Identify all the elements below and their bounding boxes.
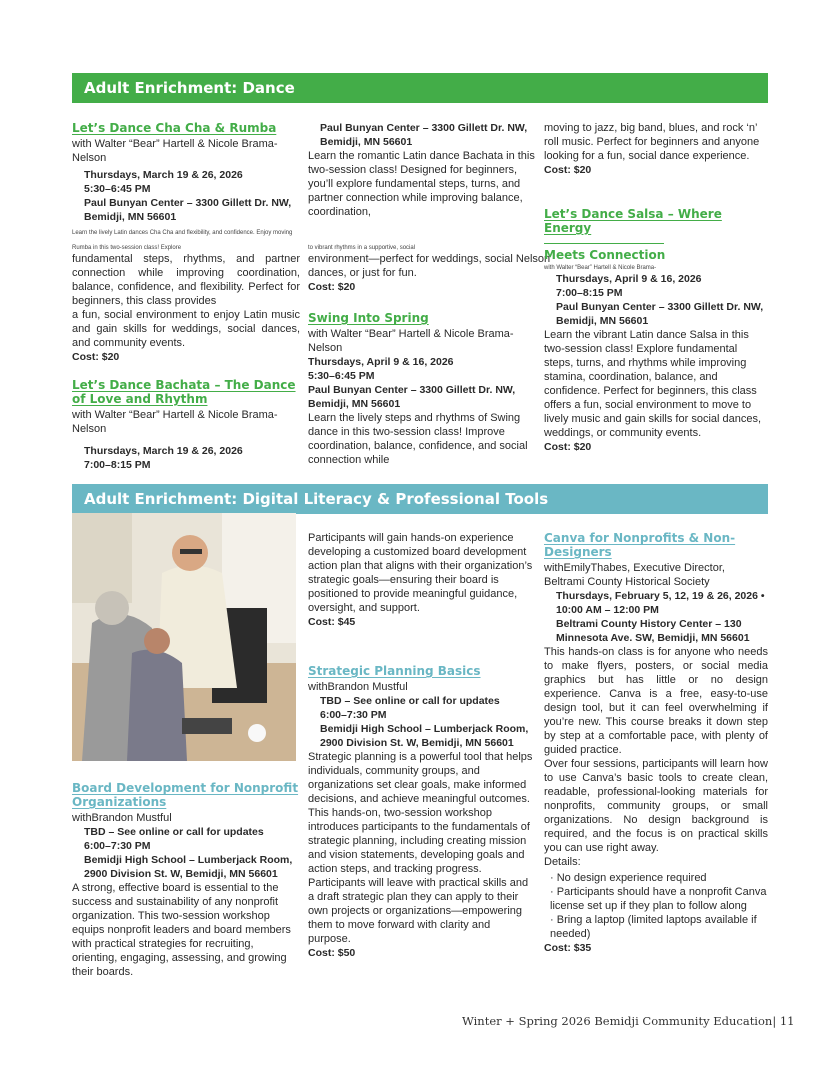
description-text: a fun, social environment to enjoy Latin music and gain skills for weddings, social dances, and community events.	[72, 309, 300, 349]
class-cost: Cost: $20	[72, 351, 120, 363]
swing-continued	[544, 121, 768, 177]
details-label: Details:	[544, 856, 581, 868]
class-date: Thursdays, March 19 & 26, 2026	[84, 445, 243, 457]
class-cost: Cost: $20	[544, 441, 592, 453]
class-location: Paul Bunyan Center – 3300 Gillett Dr. NW, Bemidji, MN 56601	[308, 384, 516, 410]
class-date: Thursdays, April 9 & 16, 2026	[308, 356, 454, 368]
list-item: · Bring a laptop (limited laptops available if needed)	[550, 913, 768, 941]
description-text: This hands-on class is for anyone who needs to make flyers, posters, or social media graphics but has little or no design experience. Canva is a free, easy-to-use design tool, but it can feel overwhelming if you’re new. This course breaks it down step by step at a comfortable pace, with plenty of guided practice.	[544, 646, 768, 756]
description-text: fundamental steps, rhythms, and partner connection while improving coordination, balance, confidence, and flexibility. Perfect for beginners, this class provides	[72, 253, 300, 307]
class-location: Paul Bunyan Center – 3300 Gillett Dr. NW, Bemidji, MN 56601	[320, 122, 528, 148]
class-date: Thursdays, March 19 & 26, 2026	[84, 169, 243, 181]
class-time: 5:30–6:45 PM	[308, 370, 375, 382]
tiny-text-line: to vibrant rhythms in a supportive, social	[308, 245, 416, 251]
description-text: Strategic planning is a powerful tool that helps individuals, community groups, and organizations set clear goals, make informed decisions, and achieve meaningful outcomes. This hands-on, two-session workshop introduces participants to the fundamentals of strategic planning, including creating mission and vision statements, developing goals and action steps, and tracking progress.	[308, 751, 533, 875]
chacha-description	[72, 252, 300, 364]
class-title[interactable]: Let’s Dance Bachata – The Dance of Love and Rhythm	[72, 378, 296, 406]
description-text: Participants will leave with practical skills and a draft strategic plan they can apply to their own projects or organizations—empowering them to move forward with clarity and purpose.	[308, 877, 529, 945]
class-cost: Cost: $50	[308, 947, 356, 959]
description-text: Learn the romantic Latin dance Bachata in this two-session class! Designed for beginners, you’ll explore fundamental steps, turns, and partner connection while improving balance, coordination,	[308, 150, 535, 218]
class-cost: Cost: $45	[308, 616, 356, 628]
bachata-continued	[308, 121, 536, 219]
class-title[interactable]: Board Development for Nonprofit Organizations	[72, 781, 299, 809]
class-time: 6:00–7:30 PM	[84, 840, 151, 852]
class-title[interactable]: Strategic Planning Basics	[308, 664, 481, 678]
class-title[interactable]: Swing Into Spring	[308, 311, 429, 325]
class-time: 7:00–8:15 PM	[556, 287, 623, 299]
class-cost: Cost: $20	[544, 164, 592, 176]
swing-class	[308, 311, 536, 467]
class-title[interactable]: Let’s Dance Cha Cha & Rumba	[72, 121, 277, 135]
canva-class	[544, 531, 768, 955]
instructor: with Walter “Bear” Hartell & Nicole Brama-Nelson	[72, 138, 278, 164]
list-item: · Participants should have a nonprofit Canva license set up if they plan to follow along	[550, 885, 768, 913]
instructor: with Walter “Bear” Hartell & Nicole Brama-Nelson	[72, 409, 278, 435]
class-title[interactable]: Canva for Nonprofits & Non-Designers	[544, 531, 736, 559]
description-text: Participants will gain hands-on experience developing a customized board development action plan that aligns with their organization’s strategic goals—ensuring their board is positioned to provide meaningful guidance, oversight, and support.	[308, 532, 533, 614]
class-location: Paul Bunyan Center – 3300 Gillett Dr. NW, Bemidji, MN 56601	[84, 197, 292, 223]
chacha-class	[72, 121, 300, 224]
instructor: with Walter “Bear” Hartell & Nicole Brama-Nelson	[308, 328, 514, 354]
salsa-class	[544, 207, 768, 454]
instructor: withBrandon Mustful	[308, 681, 408, 693]
list-item: · No design experience required	[550, 871, 768, 885]
class-date: TBD – See online or call for updates	[320, 695, 500, 707]
class-location: Bemidji High School – Lumberjack Room, 2900 Division St. W, Bemidji, MN 56601	[84, 854, 293, 880]
instructor: withBrandon Mustful	[72, 812, 172, 824]
class-time: 7:00–8:15 PM	[84, 459, 151, 471]
class-title[interactable]: Meets Connection	[544, 248, 666, 262]
digital-section-banner: Adult Enrichment: Digital Literacy & Professional Tools	[72, 484, 768, 514]
class-time: 5:30–6:45 PM	[84, 183, 151, 195]
description-text: environment—perfect for weddings, social Nelson dances, or just for fun.	[308, 253, 551, 279]
bachata-class	[72, 378, 300, 472]
description-text: Over four sessions, participants will learn how to use Canva’s basic tools to create clean, readable, professional-looking materials for nonprofits, community groups, or small organizations. No design background is required, and the focus is on practical skills you can use right away.	[544, 758, 768, 854]
class-date: Thursdays, February 5, 12, 19 & 26, 2026 • 10:00 AM – 12:00 PM	[556, 590, 765, 616]
class-title[interactable]: Let’s Dance Salsa – Where Energy	[544, 207, 722, 235]
description-text: A strong, effective board is essential to the success and sustainability of any nonprofit organization. This two-session workshop equips nonprofit leaders and board members with practical strategies for recruiting, orienting, engaging, assessing, and growing their boards.	[72, 882, 291, 978]
class-location: Beltrami County History Center – 130 Minnesota Ave. SW, Bemidji, MN 56601	[556, 618, 750, 644]
class-location: Paul Bunyan Center – 3300 Gillett Dr. NW, Bemidji, MN 56601	[556, 301, 764, 327]
details-list	[544, 871, 768, 941]
instructor: with Walter “Bear” Hartell & Nicole Brama-	[544, 265, 657, 271]
description-text: Learn the vibrant Latin dance Salsa in this two-session class! Explore fundamental steps, turns, and rhythms while improving stamina, coordination, balance, and confidence. Perfect for beginners, this class offers a fun, social environment to move to lively music and gain skills for social dances, weddings, or community events.	[544, 329, 762, 439]
dance-section-banner: Adult Enrichment: Dance	[72, 73, 768, 103]
class-location: Bemidji High School – Lumberjack Room, 2900 Division St. W, Bemidji, MN 56601	[320, 723, 529, 749]
class-time: 6:00–7:30 PM	[320, 709, 387, 721]
description-text: Learn the lively steps and rhythms of Swing dance in this two-session class! Improve coordination, balance, confidence, and social connection while	[308, 412, 528, 466]
instructor-photo	[72, 513, 296, 761]
instructor: withEmilyThabes, Executive Director, Beltrami County Historical Society	[544, 562, 725, 588]
class-cost: Cost: $35	[544, 942, 592, 954]
tiny-text-line: Rumba in this two-session class! Explore	[72, 245, 182, 251]
strategic-class	[308, 664, 536, 960]
class-date: Thursdays, April 9 & 16, 2026	[556, 273, 702, 285]
class-cost: Cost: $20	[308, 281, 356, 293]
page-footer: Winter + Spring 2026 Bemidji Community Education| 11	[462, 1014, 795, 1028]
board-continued	[308, 531, 536, 629]
board-class	[72, 781, 300, 979]
description-text: moving to jazz, big band, blues, and rock ‘n’ roll music. Perfect for beginners and anyone looking for a fun, social dance experience.	[544, 122, 760, 162]
tiny-text-line: Learn the lively Latin dances Cha Cha and flexibility, and confidence. Enjoy moving	[72, 230, 293, 236]
title-divider	[544, 243, 664, 244]
bachata-description-end	[308, 252, 568, 294]
class-date: TBD – See online or call for updates	[84, 826, 264, 838]
